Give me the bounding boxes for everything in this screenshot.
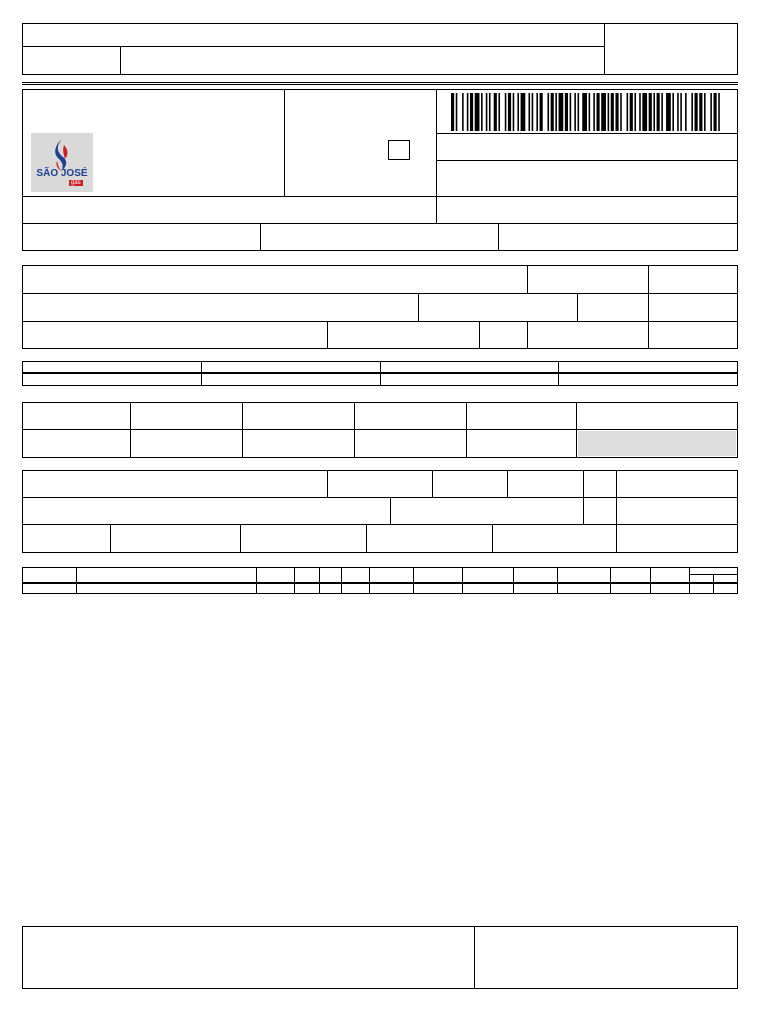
barcode-bar (691, 93, 693, 131)
logo-sub-text: gás (71, 180, 81, 186)
header-bottom-divider-2 (498, 223, 499, 251)
barcode-bar (565, 93, 568, 131)
header-barcode-bottom (436, 133, 738, 134)
barcode-bar (489, 93, 491, 131)
items-col-divider (341, 567, 342, 594)
tax-div-1 (130, 402, 131, 458)
header-divider-1 (284, 89, 285, 197)
barcode-bar (677, 93, 679, 131)
receipt-date-divider (120, 46, 121, 75)
barcode-bar (710, 93, 712, 131)
invoice-strip-div-3 (558, 361, 559, 386)
recipient-r2-div-1 (418, 293, 419, 321)
barcode-bar (486, 93, 488, 131)
barcode-bar (714, 93, 717, 131)
barcode-bar (630, 93, 633, 131)
barcode-bar (456, 93, 458, 131)
transporter-block (22, 470, 738, 553)
items-col-divider (294, 567, 295, 594)
barcode-bar (517, 93, 519, 131)
barcode-bar (498, 93, 500, 131)
items-col-divider (610, 567, 611, 594)
header-bottom-divider-1 (260, 223, 261, 251)
receipt-divider-horizontal (22, 46, 605, 47)
transporter-r3-div-4 (492, 524, 493, 553)
items-col-divider (462, 567, 463, 594)
barcode-bar (528, 93, 530, 131)
barcode-bar (470, 93, 473, 131)
company-logo (31, 133, 93, 192)
invoice-strip-div-2 (380, 361, 381, 386)
barcode-bar (494, 93, 497, 131)
header-row-line-1 (22, 196, 738, 197)
transporter-all-div-5 (616, 470, 617, 553)
items-header-bottom (22, 582, 738, 584)
header-key-bottom (436, 160, 738, 161)
recipient-block (22, 265, 738, 349)
receipt-divider-vertical (604, 23, 605, 75)
items-col-divider (413, 567, 414, 594)
transporter-row-line-2 (22, 524, 738, 525)
tax-div-5 (576, 402, 577, 458)
barcode-bar (661, 93, 663, 131)
items-col-divider (76, 567, 77, 594)
barcode-bar (627, 93, 629, 131)
recipient-r1-div-2 (648, 265, 649, 349)
barcode (451, 93, 723, 131)
barcode-bar (680, 93, 682, 131)
barcode-bar (608, 93, 610, 131)
barcode-bar (649, 93, 652, 131)
items-col-divider (650, 567, 651, 594)
barcode-bar (657, 93, 660, 131)
barcode-bar (570, 93, 572, 131)
items-col-divider (689, 567, 690, 594)
barcode-bar (601, 93, 606, 131)
transporter-r1-div-1 (327, 470, 328, 497)
barcode-bar (559, 93, 564, 131)
items-col-divider (713, 574, 714, 594)
transporter-r3-div-3 (366, 524, 367, 553)
items-col-divider (319, 567, 320, 594)
receipt-stub (22, 23, 738, 75)
recipient-row-line-1 (22, 293, 738, 294)
header-divider-2 (436, 89, 437, 224)
barcode-bar (505, 93, 507, 131)
recipient-r3-div-3 (527, 321, 528, 349)
barcode-bar (611, 93, 614, 131)
barcode-bar (653, 93, 655, 131)
tax-div-2 (242, 402, 243, 458)
transporter-r3-div-1 (110, 524, 111, 553)
barcode-bar (462, 93, 464, 131)
barcode-bar (615, 93, 618, 131)
transporter-r1-div-3 (507, 470, 508, 497)
barcode-bar (578, 93, 580, 131)
logo-brand-text: SÃO JOSÉ (36, 168, 88, 179)
header-row-line-2 (22, 223, 738, 224)
invoice-strip-div-1 (201, 361, 202, 386)
recipient-r2-div-2 (577, 293, 578, 321)
barcode-bar (555, 93, 557, 131)
barcode-bar (695, 93, 698, 131)
recipient-r1-div-1 (527, 265, 528, 293)
barcode-bar (685, 93, 687, 131)
barcode-bar (596, 93, 599, 131)
barcode-bar (589, 93, 591, 131)
barcode-bar (532, 93, 534, 131)
barcode-bar (699, 93, 702, 131)
tax-div-3 (354, 402, 355, 458)
flame-logo-icon (31, 133, 93, 192)
barcode-bar (639, 93, 641, 131)
barcode-bar (642, 93, 647, 131)
transporter-r12-div-4 (583, 470, 584, 524)
barcode-bar (451, 93, 454, 131)
barcode-bar (547, 93, 549, 131)
barcode-bar (593, 93, 595, 131)
transporter-r3-div-2 (240, 524, 241, 553)
items-col-divider (557, 567, 558, 594)
barcode-bar (704, 93, 706, 131)
barcode-bar (620, 93, 622, 131)
footer-block (22, 926, 738, 989)
entry-exit-box (388, 140, 410, 160)
recipient-r3-div-2 (479, 321, 480, 349)
barcode-bar (513, 93, 515, 131)
total-invoice-shaded-cell (578, 431, 736, 456)
transporter-row-line-1 (22, 497, 738, 498)
barcode-bar (672, 93, 674, 131)
footer-divider (474, 926, 475, 989)
recipient-row-line-2 (22, 321, 738, 322)
barcode-bar (574, 93, 576, 131)
barcode-bar (551, 93, 554, 131)
barcode-bar (582, 93, 587, 131)
transporter-r1-div-2 (432, 470, 433, 497)
barcode-bar (536, 93, 538, 131)
barcode-bar (481, 93, 483, 131)
transporter-r2-div-1 (390, 497, 391, 524)
barcode-bar (540, 93, 543, 131)
tax-div-4 (466, 402, 467, 458)
items-col-divider (513, 567, 514, 594)
items-table (22, 567, 738, 594)
barcode-bar (467, 93, 469, 131)
barcode-bar (634, 93, 636, 131)
cut-line-2 (22, 84, 738, 85)
cut-line (22, 82, 738, 83)
items-col-divider (256, 567, 257, 594)
barcode-bar (666, 93, 671, 131)
barcode-bar (521, 93, 526, 131)
recipient-r3-div-1 (327, 321, 328, 349)
barcode-bar (508, 93, 511, 131)
barcode-bar (718, 93, 720, 131)
barcode-bar (475, 93, 480, 131)
items-col-divider (369, 567, 370, 594)
